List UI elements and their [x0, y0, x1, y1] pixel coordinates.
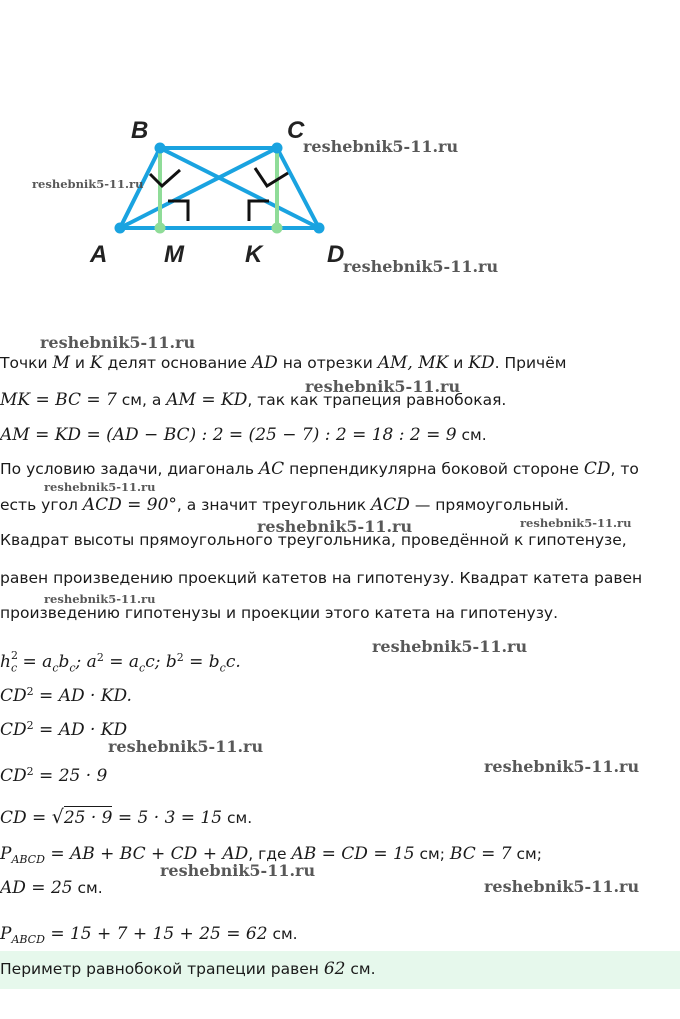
formula-cd-value: CD = √25 · 9 = 5 · 3 = 15 см. [0, 806, 253, 828]
watermark: reshebnik5-11.ru [484, 757, 640, 776]
label-c: C [287, 117, 305, 144]
watermark: reshebnik5-11.ru [303, 137, 459, 156]
heights [160, 150, 277, 228]
answer-text: Периметр равнобокой трапеции равен 62 см. [0, 959, 376, 979]
diagonal-bd [160, 148, 319, 228]
watermark: reshebnik5-11.ru [257, 517, 413, 536]
formula-perimeter-value: $P_{ABCD} = 15 + 7 + 15 + 25 = 62$ см. [0, 924, 298, 947]
label-b: B [131, 117, 149, 144]
text-line-1: Точки M и K делят основание AD на отрезки AM, MK и KD. Причём [0, 353, 567, 373]
formula-cd-squared-2: $CD^2$ = AD · KD [0, 719, 128, 741]
text-line-2: MK = BC = 7 см, а AM = KD, так как трапеция равнобокая. [0, 390, 507, 410]
diagonal-ac [120, 148, 277, 228]
point-k-dot [272, 223, 283, 234]
text-line-4: По условию задачи, диагональ AC перпендикулярна боковой стороне CD, то [0, 459, 639, 479]
vertex-b-dot [155, 143, 166, 154]
formula-cd-squared-1: $CD^2$ = AD · KD. [0, 685, 132, 707]
watermark: reshebnik5-11.ru [108, 737, 264, 756]
formula-am-kd: AM = KD = (AD − BC) : 2 = (25 − 7) : 2 = 18 : 2 = 9 см. [0, 425, 487, 445]
text-line-8: произведению гипотенузы и проекции этого катета на гипотенузу. [0, 604, 559, 622]
watermark: reshebnik5-11.ru [160, 861, 316, 880]
text-line-6: Квадрат высоты прямоугольного треугольника, проведённой к гипотенузе, [0, 531, 627, 549]
vertex-a-dot [115, 223, 126, 234]
label-a: A [90, 241, 108, 268]
formula-cd-squared-3: $CD^2 = 25 \cdot 9$ [0, 765, 108, 787]
point-m-dot [155, 223, 166, 234]
watermark: reshebnik5-11.ru [343, 257, 499, 276]
right-angle-b-mark [150, 170, 180, 186]
watermark: reshebnik5-11.ru [40, 333, 196, 352]
trapezoid-outline [120, 148, 319, 228]
right-angle-c-mark [255, 168, 288, 186]
formula-heights: $h^2_c = a_cb_c$; $a^2 = a_cc$; $b^2 = b_cc$. [0, 649, 241, 675]
watermark: reshebnik5-11.ru [44, 592, 156, 606]
watermark: reshebnik5-11.ru [305, 377, 461, 396]
watermark: reshebnik5-11.ru [520, 516, 632, 530]
watermark: reshebnik5-11.ru [44, 480, 156, 494]
watermark: reshebnik5-11.ru [32, 177, 144, 191]
formula-perimeter: $P_{ABCD}$ = AB + BC + CD + AD, где AB = CD = 15 см; BC = 7 см; [0, 844, 542, 867]
formula-ad: AD = 25 см. [0, 878, 103, 898]
watermark: reshebnik5-11.ru [484, 877, 640, 896]
text-line-7: равен произведению проекций катетов на гипотенузу. Квадрат катета равен [0, 569, 643, 587]
vertex-dots [115, 143, 325, 234]
label-d: D [327, 241, 345, 268]
sqrt-sign: √ [51, 806, 64, 828]
vertex-c-dot [272, 143, 283, 154]
vertex-d-dot [314, 223, 325, 234]
label-m: M [164, 241, 184, 268]
watermark: reshebnik5-11.ru [372, 637, 528, 656]
label-k: K [245, 241, 263, 268]
text-line-5: есть угол ACD = 90°, а значит треугольник ACD — прямоугольный. [0, 495, 569, 515]
right-angle-k-mark [249, 201, 269, 221]
